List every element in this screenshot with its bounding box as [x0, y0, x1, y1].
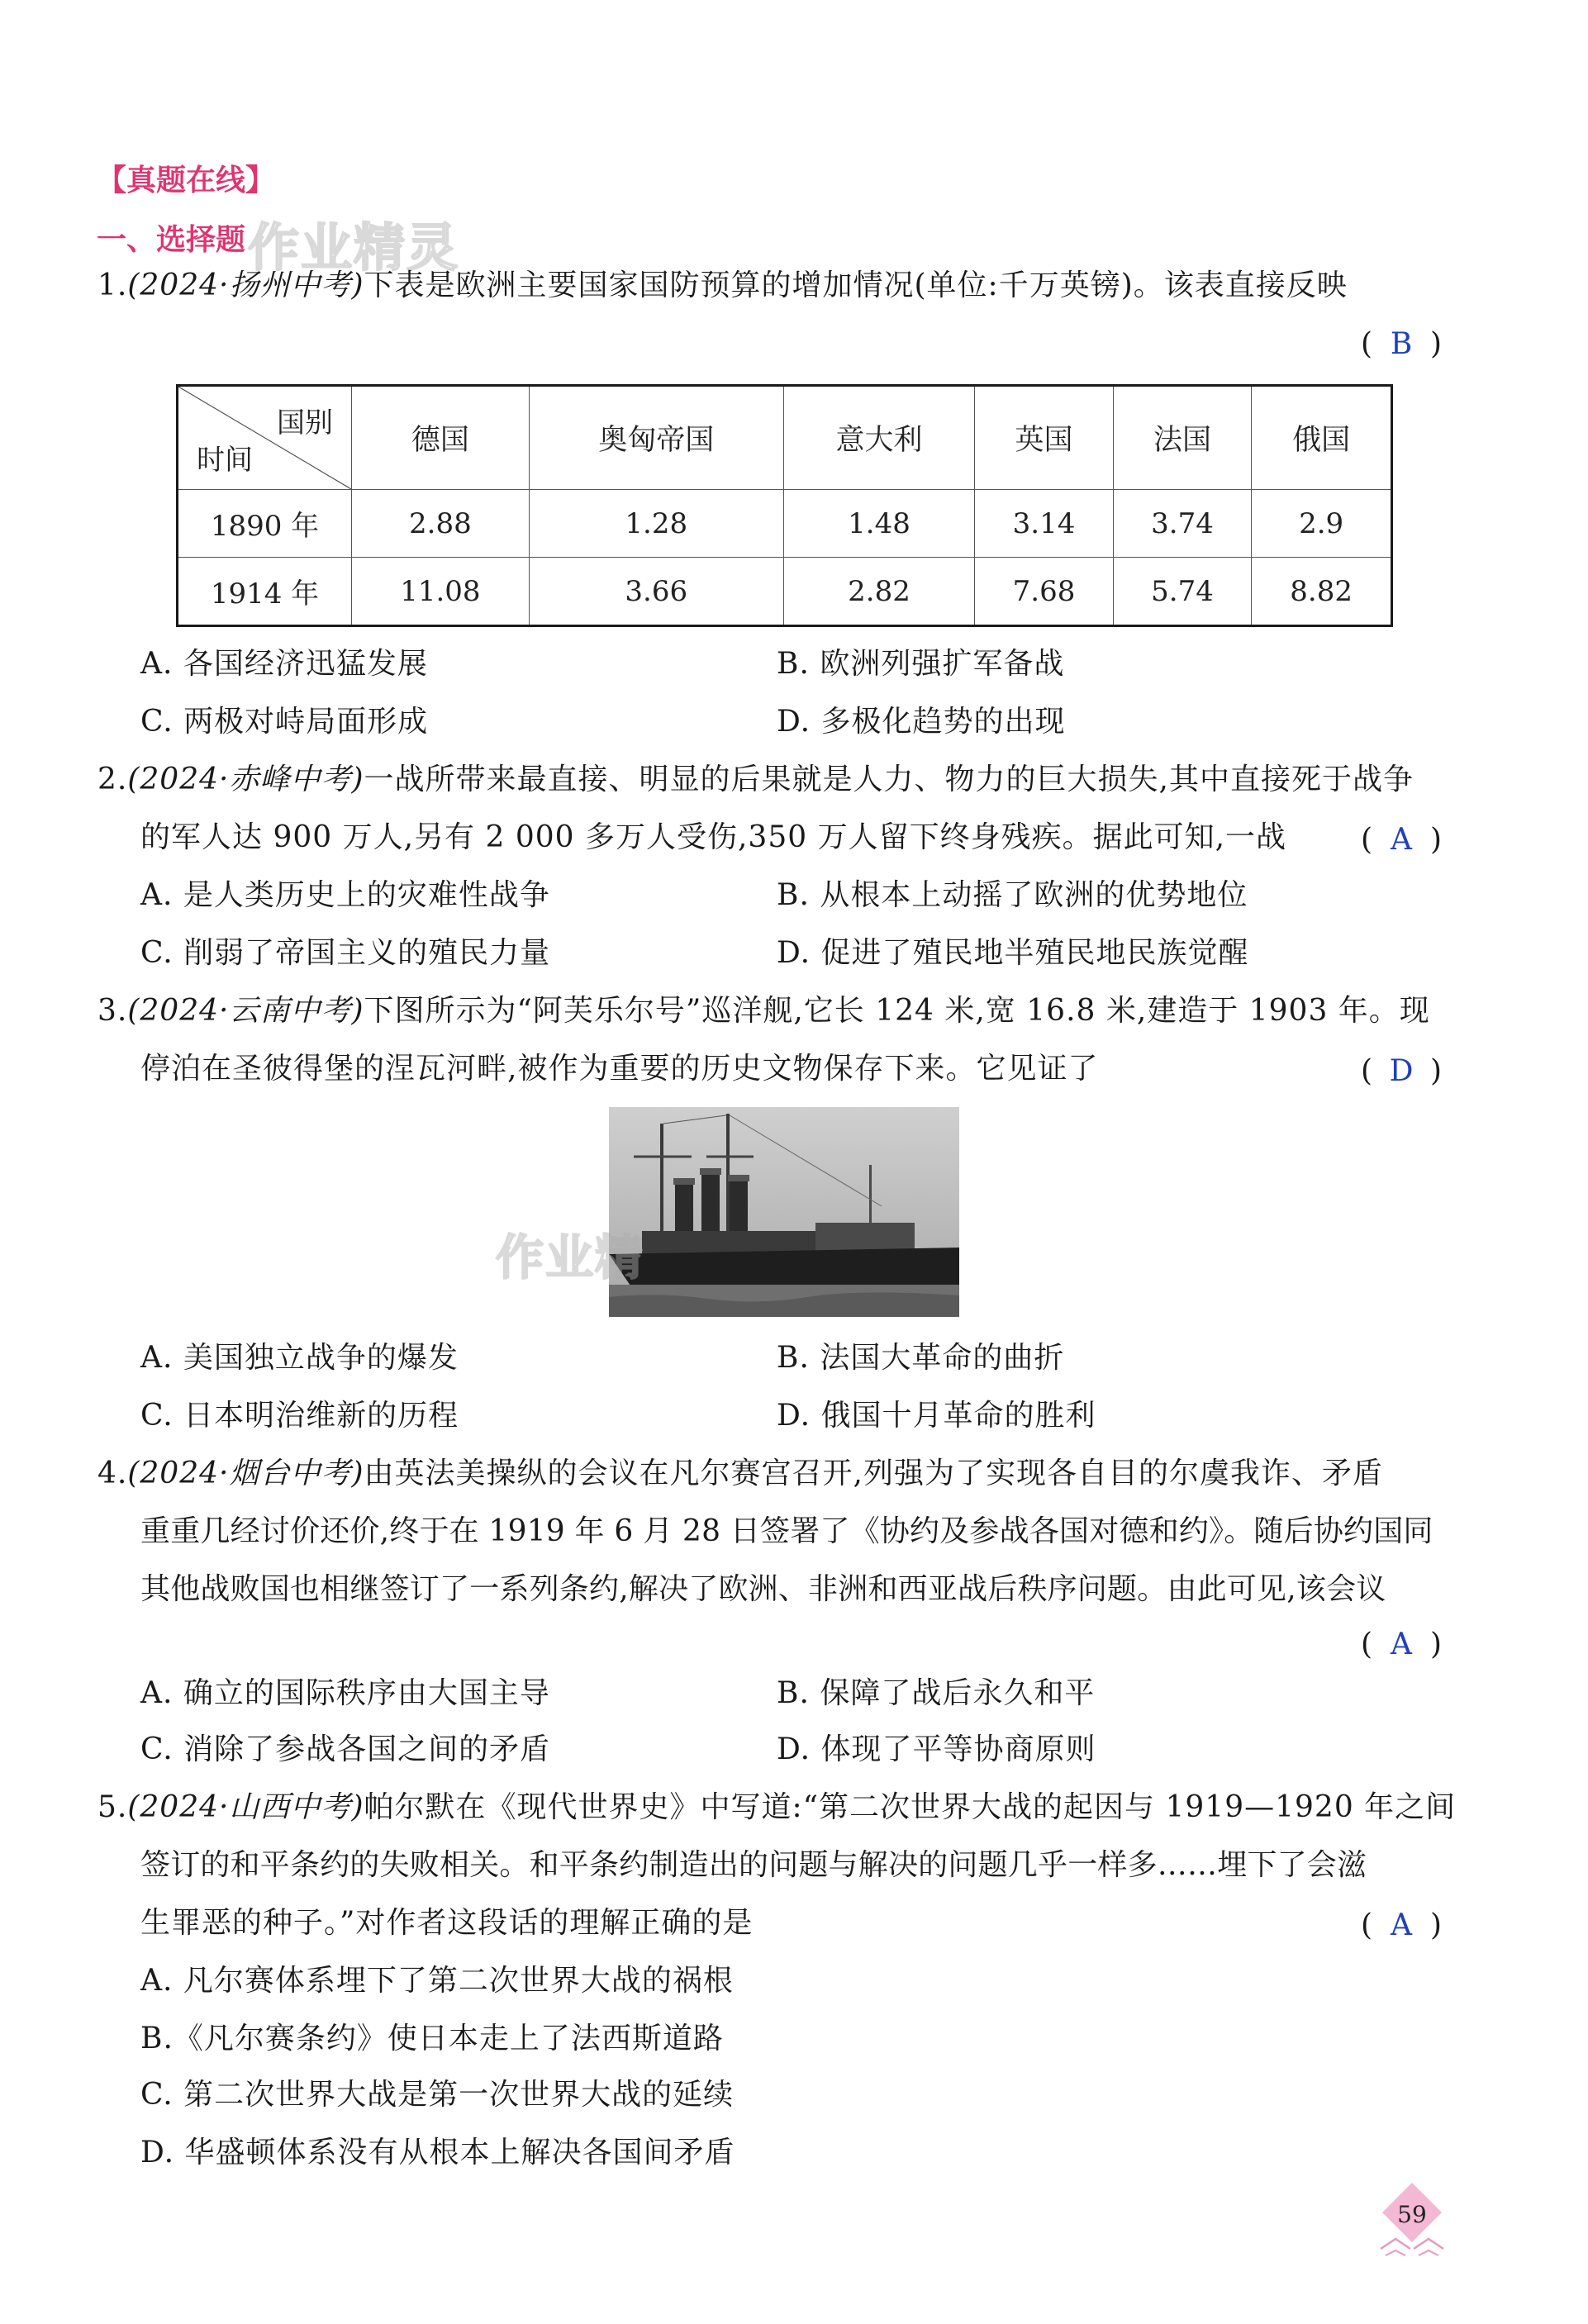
table-cell: 3.74 — [1113, 490, 1252, 558]
option-3c: C. 日本明治维新的历程 — [140, 1399, 459, 1433]
option-2b: B. 从根本上动摇了欧洲的优势地位 — [777, 878, 1248, 912]
option-2a: A. 是人类历史上的灾难性战争 — [140, 878, 550, 912]
question-text: 一战所带来最直接、明显的后果就是人力、物力的巨大损失,其中直接死于战争 — [364, 763, 1414, 796]
answer-slot-3: ( D ) — [1361, 1054, 1443, 1088]
option-5b: B.《凡尔赛条约》使日本走上了法西斯道路 — [140, 2022, 724, 2055]
column-header: 俄国 — [1252, 386, 1392, 490]
page-number: 59 — [1397, 2201, 1427, 2228]
option-1d: D. 多极化趋势的出现 — [777, 705, 1066, 739]
option-5a: A. 凡尔赛体系埋下了第二次世界大战的祸根 — [140, 1964, 734, 1998]
column-header: 英国 — [975, 386, 1114, 490]
question-number: 5. — [97, 1790, 128, 1824]
table-cell: 8.82 — [1252, 558, 1392, 626]
table-cell: 3.66 — [529, 558, 783, 626]
watermark: 作业精 — [496, 1229, 645, 1286]
page-number-badge — [1376, 2179, 1448, 2259]
column-header: 法国 — [1113, 386, 1252, 490]
option-3a: A. 美国独立战争的爆发 — [140, 1341, 459, 1375]
question-number: 3. — [97, 994, 128, 1028]
table-cell: 1.48 — [783, 490, 975, 558]
budget-table — [176, 384, 1393, 627]
option-5c: C. 第二次世界大战是第一次世界大战的延续 — [140, 2078, 735, 2112]
question-text: 下表是欧洲主要国家国防预算的增加情况(单位:千万英镑)。该表直接反映 — [364, 269, 1348, 302]
answer-slot-4: ( A ) — [1361, 1628, 1443, 1661]
table-row — [178, 490, 1392, 558]
option-5d: D. 华盛顿体系没有从根本上解决各国间矛盾 — [140, 2136, 735, 2170]
question-text: 帕尔默在《现代世界史》中写道:“第二次世界大战的起因与 1919—1920 年之间 — [364, 1790, 1457, 1824]
question-source: (2024·赤峰中考) — [127, 763, 364, 796]
row-year: 1890 年 — [178, 490, 352, 558]
question-4 — [97, 1459, 1383, 1489]
option-4b: B. 保障了战后永久和平 — [777, 1676, 1096, 1710]
option-1b: B. 欧洲列强扩军备战 — [777, 647, 1065, 681]
question-3 — [97, 996, 1430, 1026]
question-source: (2024·云南中考) — [127, 994, 364, 1028]
answer-slot-2: ( A ) — [1361, 823, 1443, 857]
table-header-row — [178, 386, 1392, 490]
question-5 — [97, 1790, 1457, 1824]
question-4-line-2: 重重几经讨价还价,终于在 1919 年 6 月 28 日签署了《协约及参战各国对德和约》。随后协约国同 — [140, 1514, 1433, 1548]
option-2c: C. 削弱了帝国主义的殖民力量 — [140, 936, 551, 970]
question-number: 1. — [97, 269, 128, 302]
table-cell: 7.68 — [975, 558, 1114, 626]
corner-country-label: 国别 — [277, 406, 333, 440]
table-cell: 11.08 — [352, 558, 530, 626]
table-cell: 3.14 — [975, 490, 1114, 558]
option-3b: B. 法国大革命的曲折 — [777, 1341, 1065, 1375]
question-number: 4. — [97, 1457, 128, 1490]
table-cell: 2.82 — [783, 558, 975, 626]
table-corner-cell — [178, 386, 352, 490]
option-2d: D. 促进了殖民地半殖民地民族觉醒 — [777, 936, 1249, 970]
answer-2: A — [1391, 823, 1413, 857]
answer-1: B — [1390, 327, 1413, 361]
table-row — [178, 558, 1392, 626]
table-cell: 2.9 — [1252, 490, 1392, 558]
question-source: (2024·山西中考) — [127, 1790, 364, 1824]
watermark: 作业精灵 — [248, 217, 460, 278]
question-5-line-2: 签订的和平条约的失败相关。和平条约制造出的问题与解决的问题几乎一样多……埋下了会滋 — [140, 1848, 1367, 1882]
table-cell: 5.74 — [1113, 558, 1252, 626]
answer-3: D — [1389, 1054, 1414, 1088]
table-cell: 2.88 — [352, 490, 530, 558]
question-text: 由英法美操纵的会议在凡尔赛宫召开,列强为了实现各自目的尔虞我诈、矛盾 — [364, 1457, 1383, 1490]
option-1a: A. 各国经济迅猛发展 — [140, 647, 428, 681]
option-4d: D. 体现了平等协商原则 — [777, 1732, 1096, 1766]
question-5-line-3: 生罪恶的种子。”对作者这段话的理解正确的是 — [140, 1906, 754, 1940]
question-source: (2024·扬州中考) — [127, 269, 364, 302]
column-header: 意大利 — [783, 386, 975, 490]
answer-slot-5: ( A ) — [1361, 1908, 1443, 1942]
cruiser-aurora-photo — [609, 1107, 959, 1317]
row-year: 1914 年 — [178, 558, 352, 626]
table-cell: 1.28 — [529, 490, 783, 558]
question-2-line-2: 的军人达 900 万人,另有 2 000 多万人受伤,350 万人留下终身残疾。据此可知,一战 — [140, 820, 1287, 854]
subsection-title: 一、选择题 — [97, 223, 246, 257]
answer-slot-1: ( B ) — [1361, 327, 1443, 361]
section-title: 【真题在线】 — [97, 164, 276, 197]
column-header: 德国 — [352, 386, 530, 490]
question-3-line-2: 停泊在圣彼得堡的涅瓦河畔,被作为重要的历史文物保存下来。它见证了 — [140, 1052, 1099, 1086]
corner-time-label: 时间 — [197, 444, 253, 477]
option-1c: C. 两极对峙局面形成 — [140, 705, 429, 739]
column-header: 奥匈帝国 — [529, 386, 783, 490]
question-1 — [97, 271, 1348, 301]
question-source: (2024·烟台中考) — [127, 1457, 364, 1490]
answer-4: A — [1391, 1628, 1413, 1661]
option-4c: C. 消除了参战各国之间的矛盾 — [140, 1732, 551, 1766]
question-2 — [97, 765, 1414, 795]
option-4a: A. 确立的国际秩序由大国主导 — [140, 1676, 550, 1710]
question-number: 2. — [97, 763, 128, 796]
question-text: 下图所示为“阿芙乐尔号”巡洋舰,它长 124 米,宽 16.8 米,建造于 1903 年。现 — [364, 994, 1430, 1028]
option-3d: D. 俄国十月革命的胜利 — [777, 1399, 1096, 1433]
question-4-line-3: 其他战败国也相继签订了一系列条约,解决了欧洲、非洲和西亚战后秩序问题。由此可见,该会议 — [140, 1572, 1386, 1606]
answer-5: A — [1391, 1908, 1413, 1942]
